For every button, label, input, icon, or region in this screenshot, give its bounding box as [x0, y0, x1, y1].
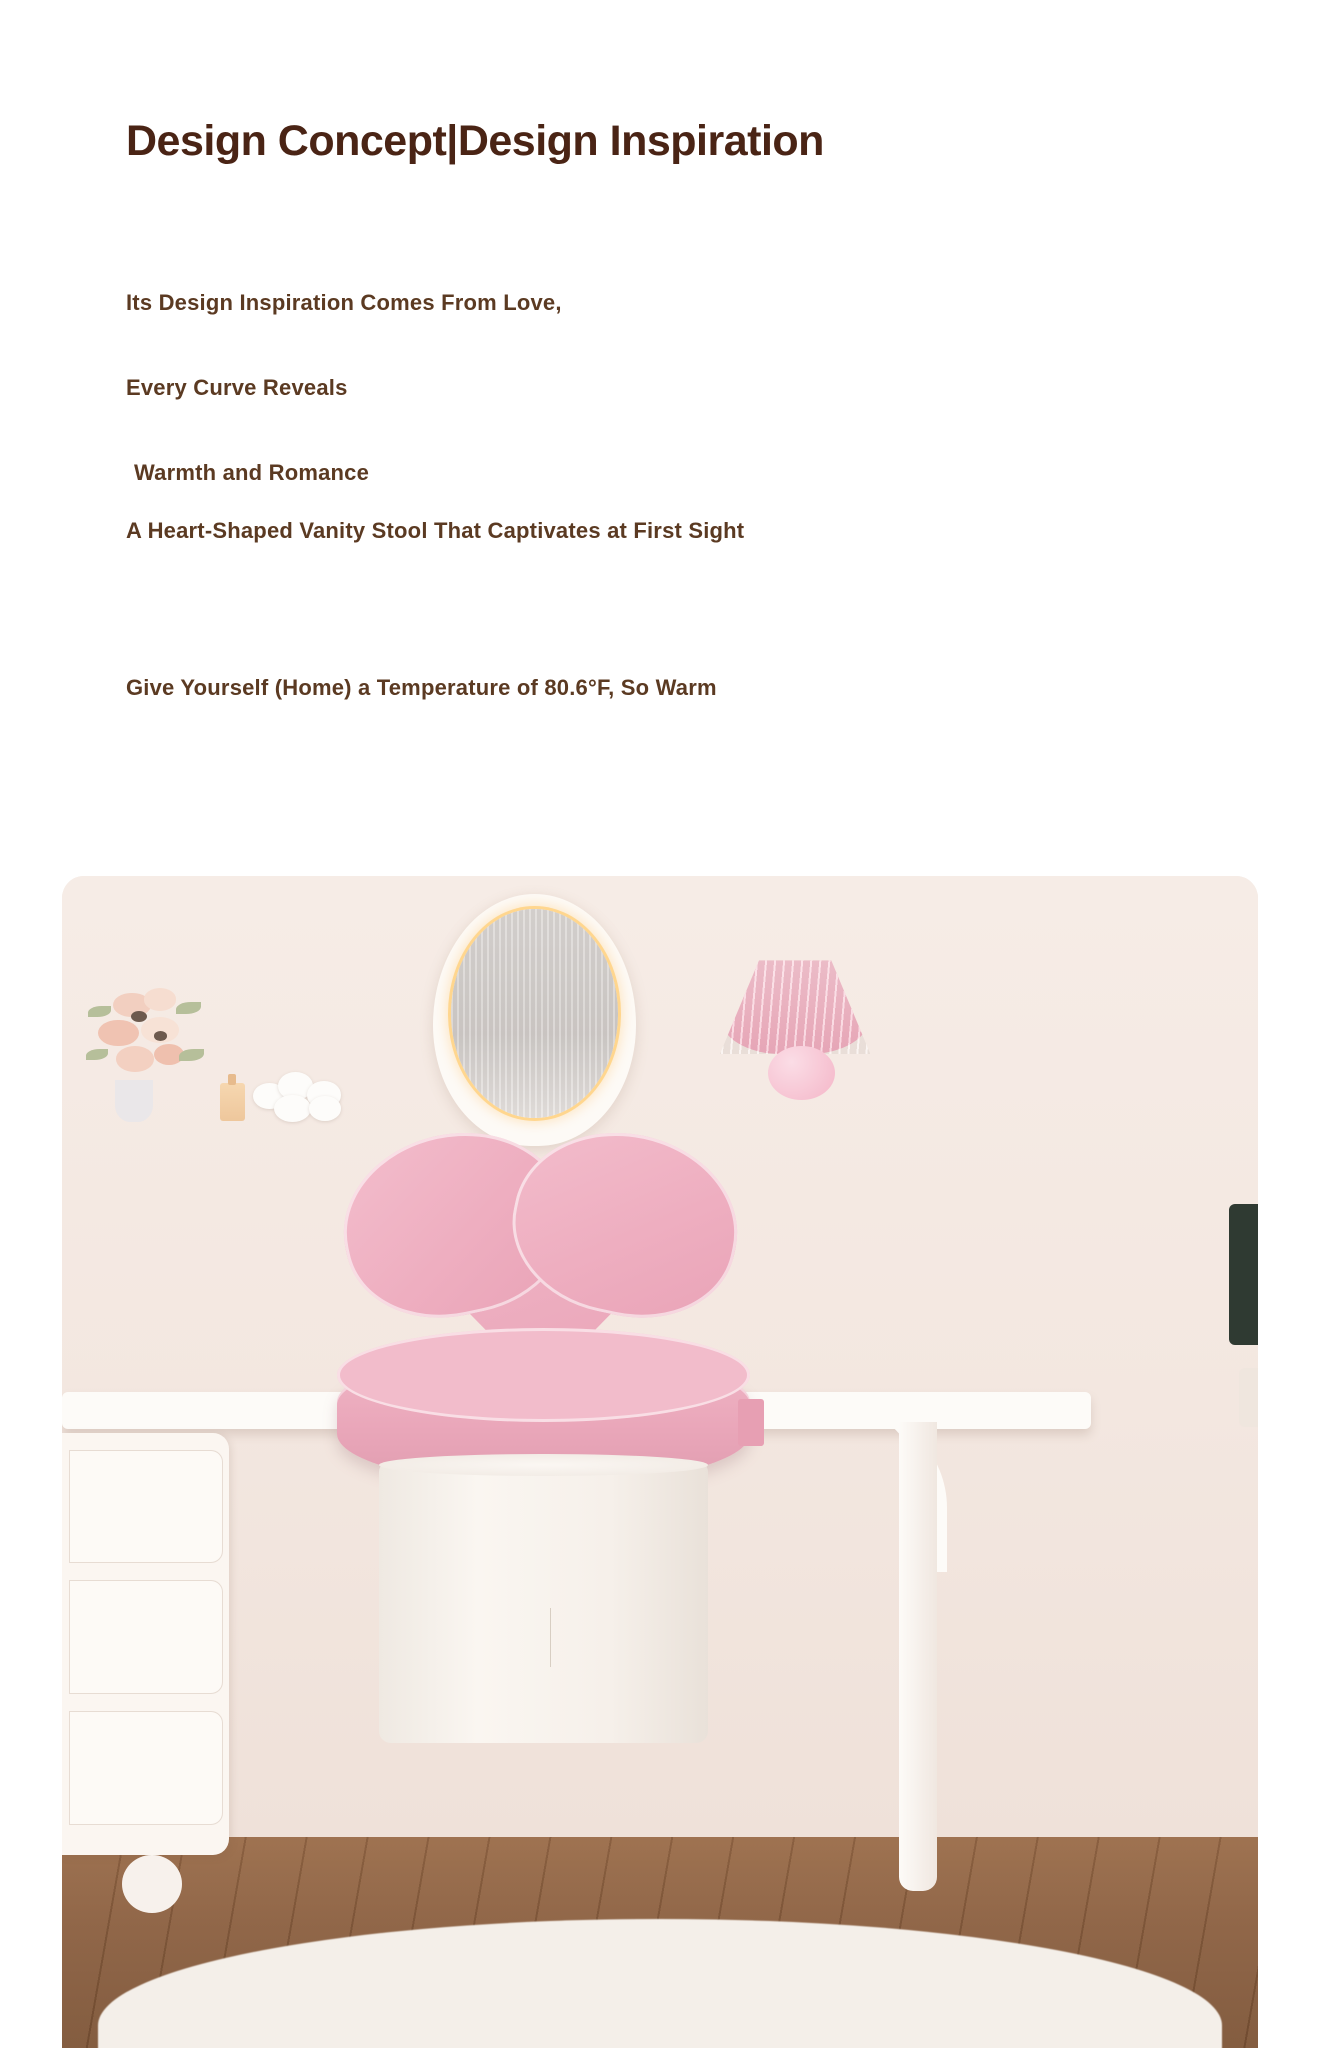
- perfume-bottle: [220, 1083, 245, 1121]
- product-photo: [62, 876, 1258, 2048]
- copy-line-1: Its Design Inspiration Comes From Love,: [126, 290, 562, 315]
- drawer: [69, 1450, 223, 1564]
- copy-line-4: A Heart-Shaped Vanity Stool That Captivates at First Sight: [126, 518, 745, 543]
- page-title: Design Concept|Design Inspiration: [126, 116, 824, 165]
- stool-seat-cushion: [337, 1328, 750, 1422]
- stool-storage-base: [379, 1462, 708, 1743]
- edge-object-dark: [1229, 1204, 1258, 1345]
- drawer: [69, 1580, 223, 1694]
- drawer: [69, 1711, 223, 1825]
- product-scene: [62, 876, 1258, 2048]
- copy-line-5: Give Yourself (Home) a Temperature of 80.6°F, So Warm: [126, 675, 717, 700]
- table-lamp-base: [768, 1046, 835, 1100]
- edge-object-light: [1239, 1368, 1258, 1427]
- cloud-candle: [253, 1069, 349, 1123]
- mirror-glass: [451, 909, 618, 1118]
- copy-line-3: Warmth and Romance: [134, 460, 370, 485]
- seat-lift-tab: [738, 1399, 764, 1446]
- vanity-drawer-unit: [62, 1433, 229, 1855]
- glass-vase: [115, 1080, 153, 1122]
- base-seam: [550, 1608, 551, 1667]
- copy-line-2: Every Curve Reveals: [126, 375, 348, 400]
- vanity-mirror: [433, 894, 636, 1146]
- drawer-foot: [122, 1855, 182, 1914]
- vanity-desk-leg: [899, 1422, 937, 1891]
